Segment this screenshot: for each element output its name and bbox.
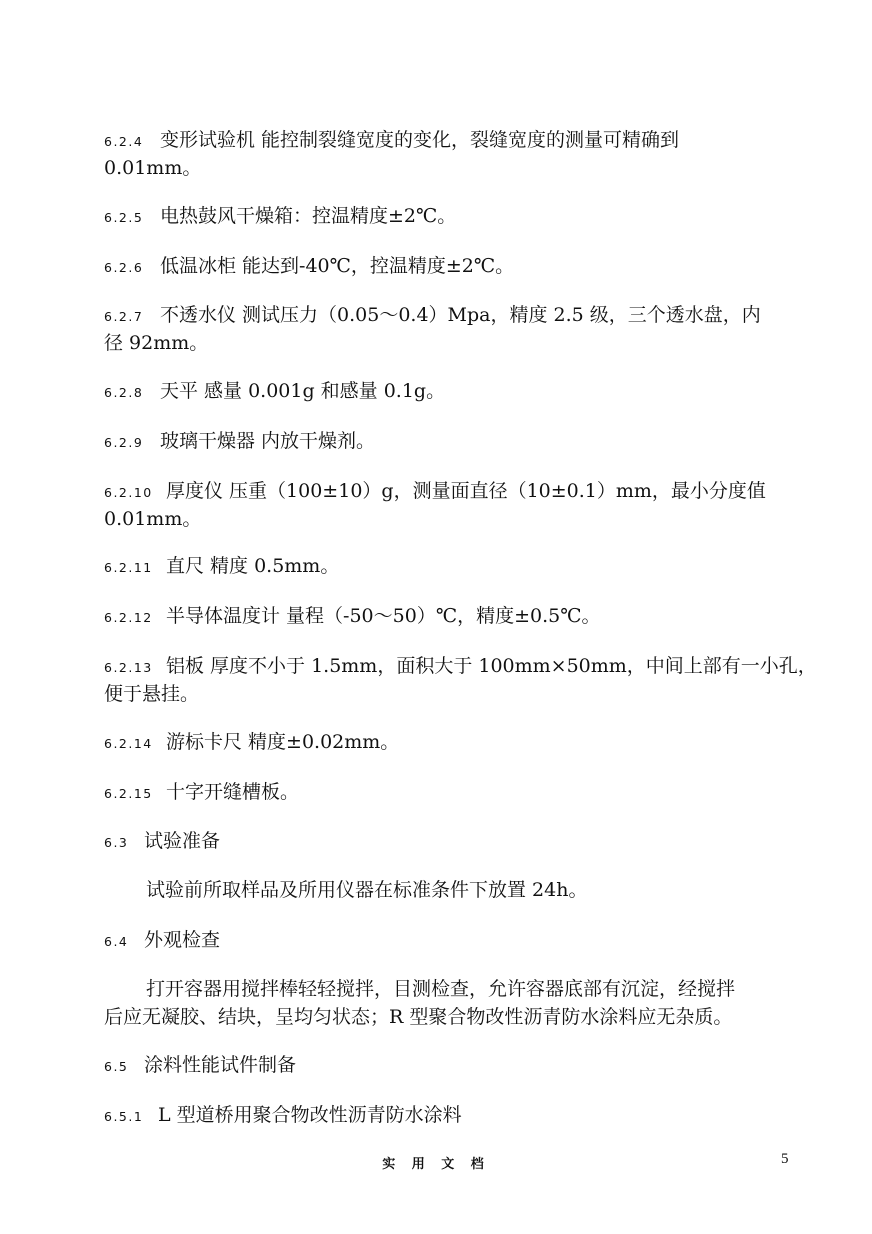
item-text-cont: 0.01mm。 [104,157,202,179]
item-6-2-4-cont [104,154,794,182]
section-6-4-body-line2: 后应无凝胶、结块，呈均匀状态；R 型聚合物改性沥青防水涂料应无杂质。 [104,1006,733,1028]
item-6-2-10 [104,477,794,507]
section-6-5-heading [104,1051,794,1081]
item-6-2-7-cont [104,329,794,357]
item-number: 6.2.7 [104,309,144,324]
item-6-2-14 [104,728,794,758]
item-6-2-9 [104,427,794,457]
item-6-2-10-cont [104,505,794,533]
item-text: 厚度仪 压重（100±10）g，测量面直径（10±0.1）mm，最小分度值 [166,480,766,502]
item-number: 6.2.5 [104,210,144,225]
section-6-4-body-line1: 打开容器用搅拌棒轻轻搅拌，目测检查，允许容器底部有沉淀，经搅拌 [146,978,736,1000]
page-number: 5 [781,1151,789,1167]
item-number: 6.2.14 [104,736,153,751]
item-text: 十字开缝槽板。 [166,781,300,803]
item-text: 直尺 精度 0.5mm。 [166,555,340,577]
item-6-2-12 [104,602,794,632]
item-6-2-13 [104,652,817,682]
item-text: 变形试验机 能控制裂缝宽度的变化，裂缝宽度的测量可精确到 [160,129,680,151]
section-6-3-heading [104,827,794,857]
item-number: 6.2.9 [104,435,144,450]
item-number: 6.2.15 [104,786,153,801]
item-6-2-6 [104,252,794,282]
item-6-2-15 [104,778,794,808]
section-title: 外观检查 [144,929,221,951]
item-text-cont: 0.01mm。 [104,508,202,530]
item-number: 6.2.4 [104,134,144,149]
item-number: 6.2.11 [104,560,153,575]
item-text: 半导体温度计 量程（-50～50）℃，精度±0.5℃。 [166,605,601,627]
section-number: 6.3 [104,835,129,850]
item-6-2-5 [104,202,794,232]
item-text-cont: 径 92mm。 [104,332,209,354]
section-number: 6.4 [104,934,129,949]
item-text-cont: 便于悬挂。 [104,683,200,705]
item-number: 6.2.10 [104,485,153,500]
section-number: 6.5 [104,1059,129,1074]
item-text: 玻璃干燥器 内放干燥剂。 [160,430,376,452]
section-6-5-1-heading [104,1101,794,1131]
item-6-2-4 [104,126,794,156]
item-6-2-13-cont [104,680,794,708]
section-6-3-body: 试验前所取样品及所用仪器在标准条件下放置 24h。 [146,879,588,901]
item-text: 天平 感量 0.001g 和感量 0.1g。 [160,380,446,402]
item-6-2-7 [104,301,794,331]
item-text: 不透水仪 测试压力（0.05～0.4）Mpa，精度 2.5 级，三个透水盘，内 [160,304,761,326]
section-title: 试验准备 [144,830,221,852]
section-title: 涂料性能试件制备 [144,1054,297,1076]
item-text: 电热鼓风干燥箱：控温精度±2℃。 [160,205,457,227]
item-6-2-8 [104,377,794,407]
item-number: 6.2.8 [104,385,144,400]
section-number: 6.5.1 [104,1109,144,1124]
item-number: 6.2.12 [104,610,153,625]
item-number: 6.2.6 [104,260,144,275]
footer-label: 实 用 文 档 [382,1157,490,1172]
item-number: 6.2.13 [104,660,153,675]
section-title: L 型道桥用聚合物改性沥青防水涂料 [158,1104,462,1126]
item-text: 游标卡尺 精度±0.02mm。 [166,731,400,753]
item-text: 铝板 厚度不小于 1.5mm，面积大于 100mm×50mm，中间上部有一小孔， [166,655,817,677]
item-text: 低温冰柜 能达到-40℃，控温精度±2℃。 [160,255,515,277]
item-6-2-11 [104,552,794,582]
section-6-4-heading [104,926,794,956]
